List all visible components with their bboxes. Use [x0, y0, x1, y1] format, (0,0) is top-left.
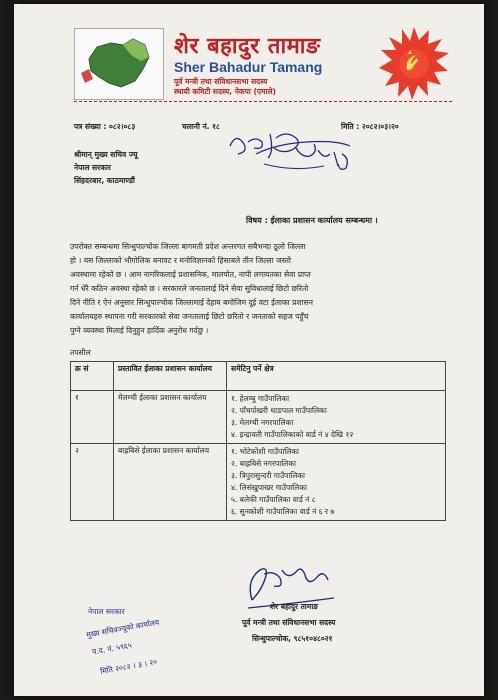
area-item: २. बाह्रबिसे नगरपालिका	[231, 459, 296, 468]
row-office: बाह्रबिसे ईलाका प्रशासन कार्यालय	[114, 444, 227, 521]
signatory-place-phone: सिन्धुपाल्चोक, ९८५१०४८०२१	[252, 634, 333, 643]
signatory-name: शेर बहादुर तामाङ	[270, 602, 319, 611]
area-item: ६. सुनकोशी गाउँपालिका वार्ड नं ६ र ७	[231, 507, 335, 516]
row-areas	[227, 444, 446, 521]
letterhead-designation: पूर्व मन्त्री तथा संविधानसभा सदस्य	[174, 77, 268, 86]
recipient-line-3: सिंहदरबार, काठमाण्डौं	[74, 176, 135, 185]
area-item: १. भोटेकोशी गाउँपालिका	[231, 447, 299, 456]
row-areas	[227, 391, 446, 444]
stamp-line-2: मुख्य सचिवज्यूको कार्यालय	[85, 617, 160, 640]
table-row	[71, 444, 446, 521]
letter-subject: विषय : ईलाका प्रशासन कार्यालय सम्बन्धमा ।	[246, 216, 378, 225]
row-sn: २	[71, 444, 114, 521]
stamp-line-4: मिति २०८२ । ३ । २०	[99, 657, 158, 676]
col-header-sn: क्र सं	[71, 362, 114, 391]
area-item: ३. मेलम्ची नगरपालिका	[231, 418, 294, 427]
body-line: पुग्ने व्यवस्था मिलाई दिनुहुन हार्दिक अनुरोध गर्दछु ।	[70, 326, 209, 335]
col-header-office: प्रस्तावित ईलाका प्रशासन कार्यालय	[114, 362, 227, 391]
area-item: ४. लिसंखुपाखर गाउँपालिका	[231, 483, 307, 492]
letterhead-name-nepali: शेर बहादुर तामाङ	[174, 33, 321, 59]
letter-body	[70, 240, 448, 338]
recipient-line-1: श्रीमान् मुख्य सचिव ज्यू	[74, 150, 138, 159]
forwarding-handwritten-note	[226, 124, 366, 180]
col-header-areas: समेटिनु पर्ने क्षेत्र	[227, 362, 446, 391]
stamp-line-3: प.द. नं. ५९६५	[91, 640, 133, 657]
letter-date: मिति : २०८२।०३।२०	[341, 122, 399, 131]
header-divider	[74, 101, 452, 102]
row-sn: १	[71, 391, 114, 444]
area-item: १. हेलम्बु गाउँपालिका	[231, 394, 290, 403]
tapasil-label: तपसील	[70, 348, 91, 357]
table-header-row	[71, 362, 446, 391]
letterhead-party-position: स्थायी कमिटी सदस्य, नेकपा (एमाले)	[174, 87, 276, 96]
district-map-logo	[74, 28, 164, 100]
area-item: ५. बलेफी गाउँपालिका वार्ड नं ८	[231, 495, 316, 504]
row-office: मेलम्ची ईलाका प्रशासन कार्यालय	[114, 391, 227, 444]
body-line: अवस्थामा रहेको छ । आम नागरिकलाई प्रशासनिक, मालपोत, नापी लगायतका सेवा प्राप्त	[70, 270, 311, 279]
signatory-title: पूर्व मन्त्री तथा संविधानसभा सदस्य	[242, 618, 336, 627]
body-line: दिने नीति र ऐन अनुसार सिन्धुपाल्चोक जिल्लामाई देहाय बमोजिम दुई वटा ईलाका प्रशासन	[70, 298, 313, 307]
area-item: ४. इन्द्रावती गाउँपालिकाको वार्ड नं ४ देखि १२	[231, 430, 354, 439]
area-item: २. पाँचपोखरी थाङपाल गाउँपालिका	[231, 406, 327, 415]
letterhead-name-english: Sher Bahadur Tamang	[174, 59, 323, 75]
recipient-line-2: नेपाल सरकार	[74, 163, 111, 172]
proposed-offices-table	[70, 361, 446, 521]
letter-number: पत्र संख्या : ०८२।०८३	[74, 122, 136, 131]
stamp-line-1: नेपाल सरकार	[88, 607, 125, 616]
body-line: कार्यालयहरु स्थापना गरी सरकारको सेवा जनतालाई छिटो छरितो र जनताको सहज पहुँच	[70, 312, 309, 321]
body-line: गर्न धेरै कठिन अवस्था रहेको छ । सरकारले जनतालाई दिने सेवा सुविधालाई छिटो छरितो	[70, 284, 309, 293]
letter-page	[14, 4, 484, 696]
area-item: ३. त्रिपुरासुन्दरी गाउँपालिका	[231, 471, 305, 480]
body-line: हो । यस जिल्लाको भौगोलिक बनावट र मनोविज्ञानको हिसाबले तीन जिल्ला जस्तो	[70, 256, 291, 265]
dispatch-number: चलानी नं. १८	[182, 122, 220, 131]
party-sun-emblem-icon	[376, 26, 452, 102]
table-row	[71, 391, 446, 444]
body-line: उपरोक्त सम्बन्धमा सिन्धुपाल्चोक जिल्ला बागमती प्रदेश अन्तरगत सबैभन्दा ठूलो जिल्ला	[70, 242, 306, 251]
